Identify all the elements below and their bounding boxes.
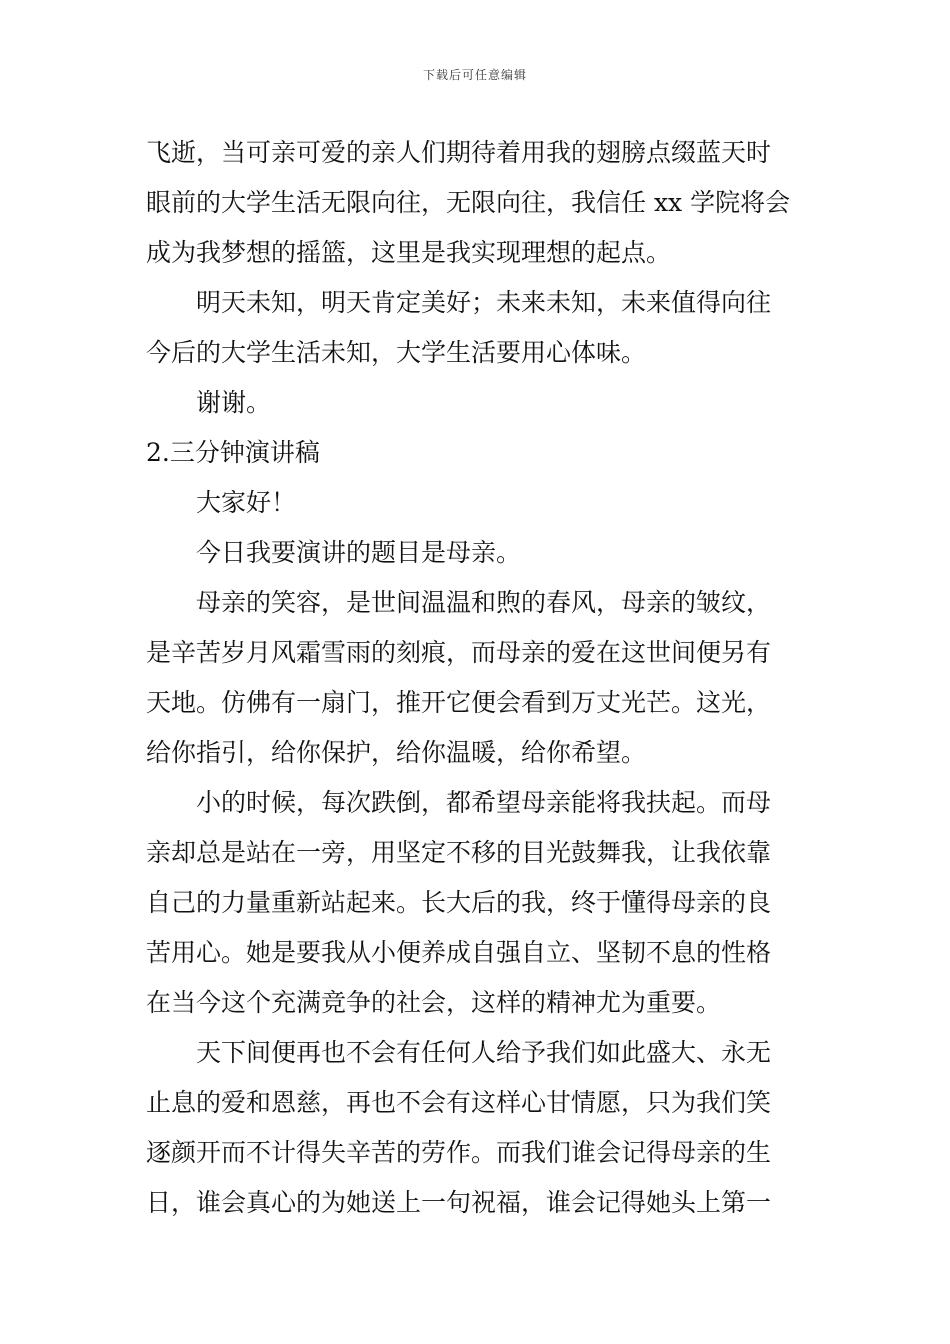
text-line: 日，谁会真心的为她送上一句祝福，谁会记得她头上第一: [146, 1188, 772, 1217]
text-line: 谢谢。: [196, 388, 272, 417]
text-line: 止息的爱和恩慈，再也不会有这样心甘情愿，只为我们笑: [146, 1088, 772, 1117]
text-line: 成为我梦想的摇篮，这里是我实现理想的起点。: [146, 238, 672, 267]
document-body: [146, 128, 810, 1228]
text-line: 逐颜开而不计得失辛苦的劳作。而我们谁会记得母亲的生: [146, 1138, 772, 1167]
text-line: 苦用心。她是要我从小便养成自强自立、坚韧不息的性格: [146, 938, 772, 967]
text-line: 天下间便再也不会有任何人给予我们如此盛大、永无: [196, 1038, 772, 1067]
text-line: 明天未知，明天肯定美好；未来未知，未来值得向往: [196, 288, 772, 317]
text-line: 小的时候，每次跌倒，都希望母亲能将我扶起。而母: [196, 788, 772, 817]
text-line: 今后的大学生活未知，大学生活要用心体味。: [146, 338, 647, 367]
text-line: 母亲的笑容，是世间温温和煦的春风，母亲的皱纹，: [196, 588, 772, 617]
page-header-note: 下载后可任意编辑: [422, 68, 527, 82]
text-line: 自己的力量重新站起来。长大后的我，终于懂得母亲的良: [146, 888, 772, 917]
text-line: 天地。仿佛有一扇门，推开它便会看到万丈光芒。这光，: [146, 688, 772, 717]
text-line: 在当今这个充满竞争的社会，这样的精神尤为重要。: [146, 988, 722, 1017]
text-line: 给你指引，给你保护，给你温暖，给你希望。: [146, 738, 647, 767]
text-line: 亲却总是站在一旁，用坚定不移的目光鼓舞我，让我依靠: [146, 838, 772, 867]
text-line: 飞逝，当可亲可爱的亲人们期待着用我的翅膀点缀蓝天时: [146, 138, 772, 167]
text-line: 今日我要演讲的题目是母亲。: [196, 538, 522, 567]
text-line: 眼前的大学生活无限向往，无限向往，我信任 xx 学院将会: [146, 188, 791, 217]
text-line: 2.三分钟演讲稿: [146, 438, 320, 467]
text-line: 大家好！: [196, 488, 297, 517]
text-line: 是辛苦岁月风霜雪雨的刻痕，而母亲的爱在这世间便另有: [146, 638, 772, 667]
